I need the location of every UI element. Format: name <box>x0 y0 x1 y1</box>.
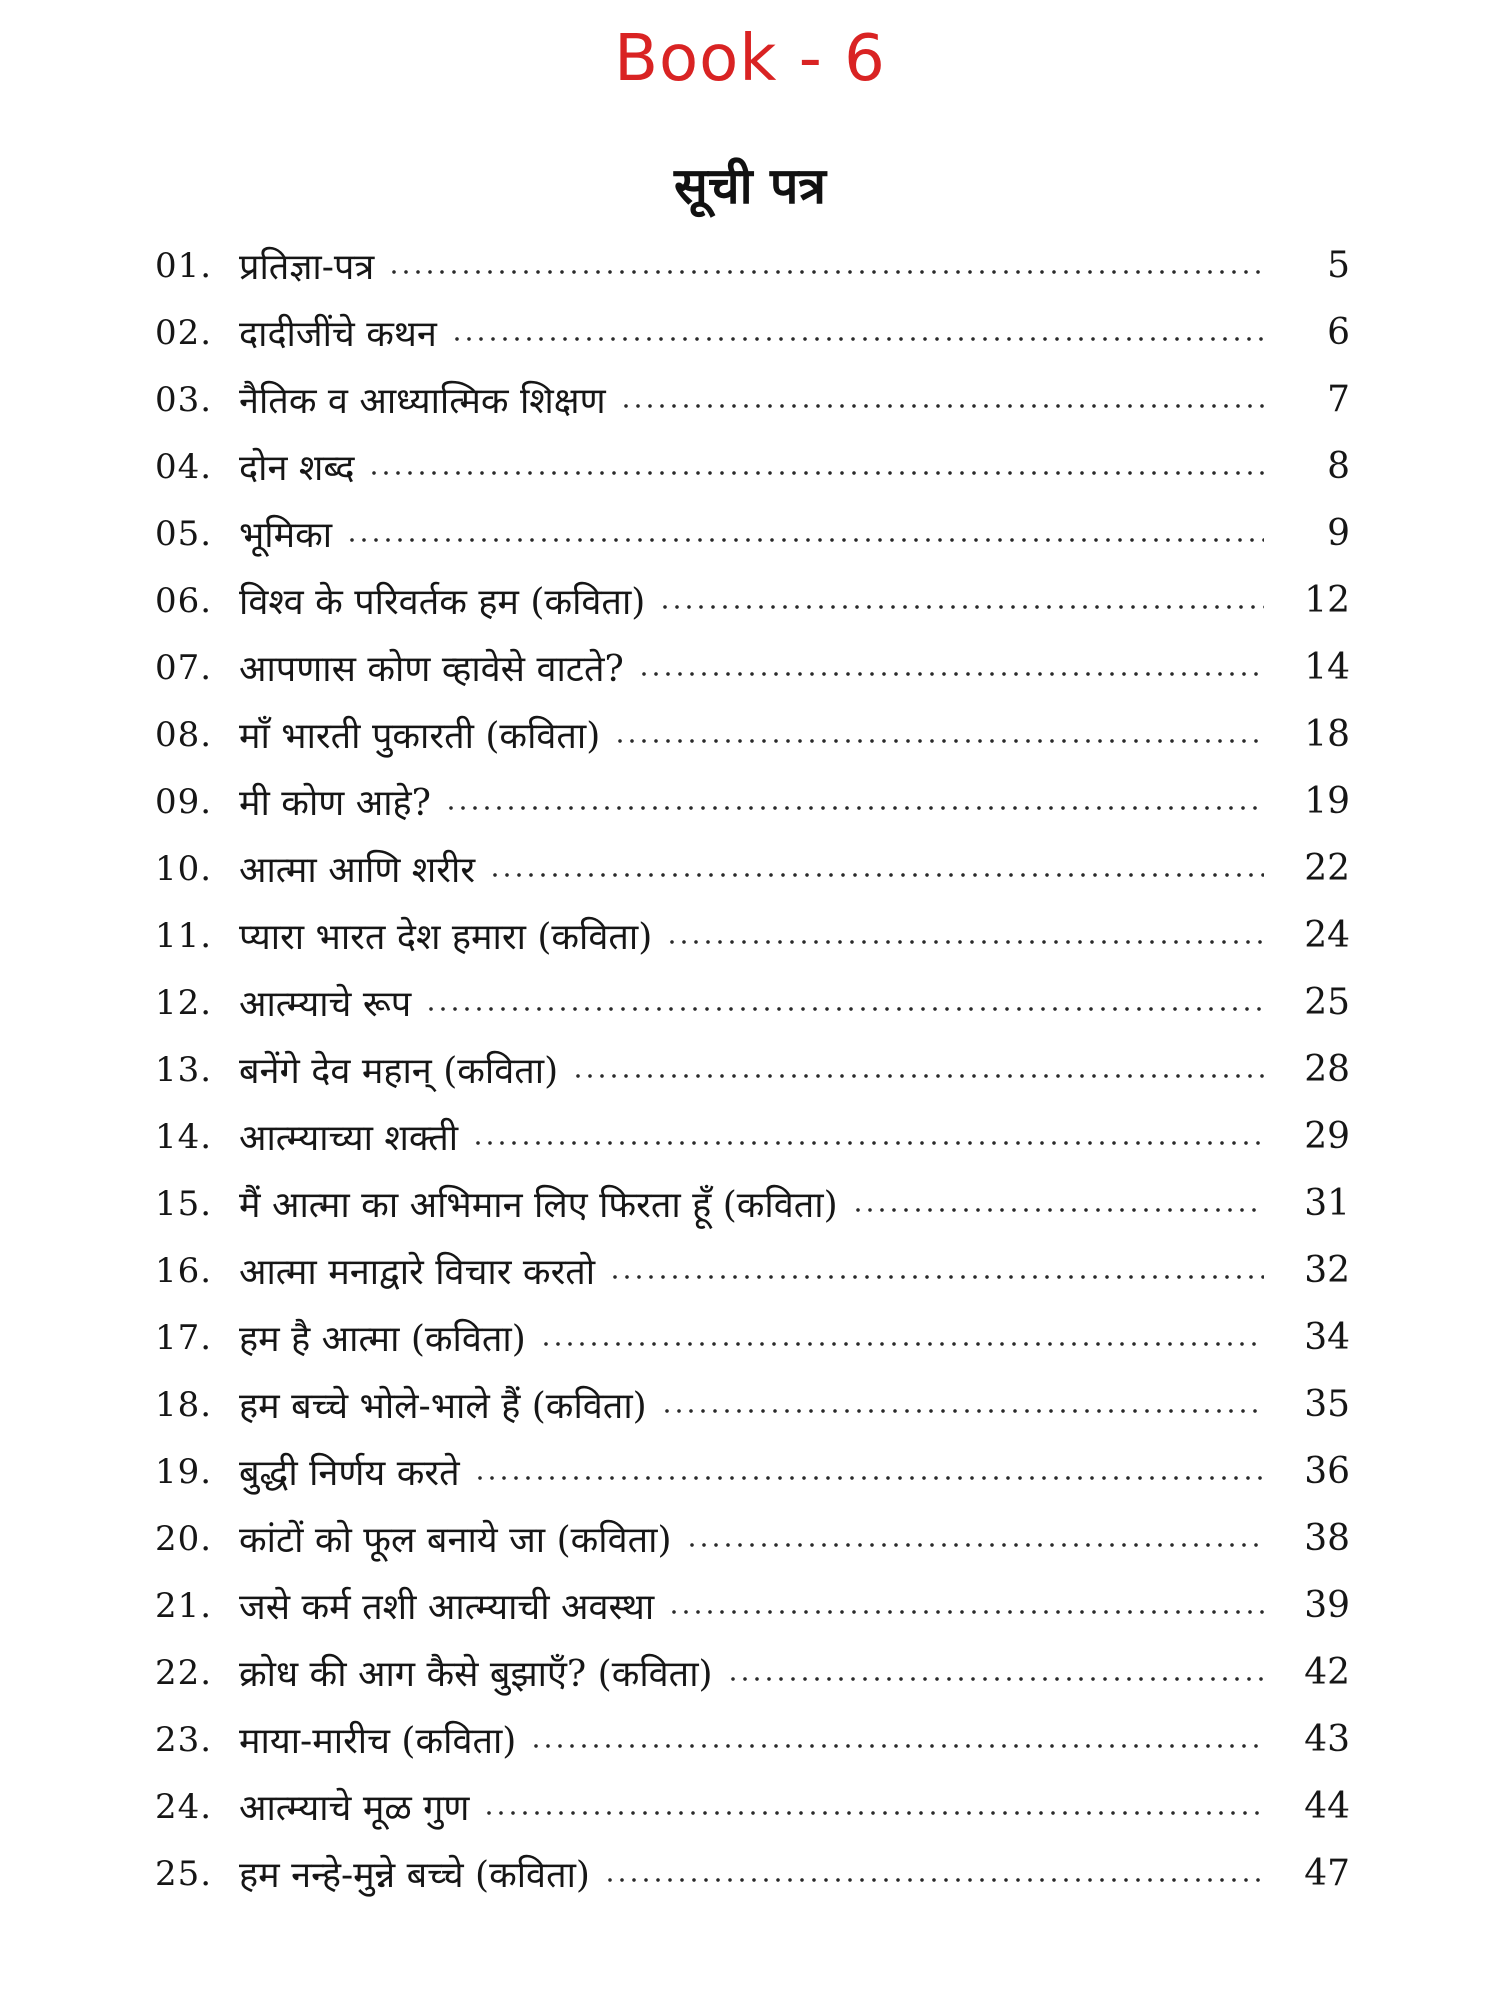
toc-title: बनेंगे देव महान् (कविता) <box>239 1051 559 1092</box>
toc-page-number: 32 <box>1304 1250 1350 1291</box>
toc-page-number: 29 <box>1304 1116 1350 1157</box>
dot-leader <box>614 736 1264 746</box>
toc-number: 01. <box>155 245 213 286</box>
toc-row <box>155 299 1350 366</box>
toc-title: जसे कर्म तशी आत्म्याची अवस्था <box>239 1587 655 1628</box>
toc-row <box>155 1572 1350 1639</box>
toc-title: माया-मारीच (कविता) <box>239 1721 517 1762</box>
toc-page-number: 44 <box>1304 1786 1350 1827</box>
toc-page-number: 14 <box>1304 647 1350 688</box>
toc-title: हम नन्हे-मुन्ने बच्चे (कविता) <box>239 1855 590 1896</box>
toc-number: 10. <box>155 848 213 889</box>
dot-leader <box>852 1205 1264 1215</box>
dot-leader <box>727 1674 1264 1684</box>
toc-page-number: 25 <box>1304 982 1350 1023</box>
toc-row <box>155 768 1350 835</box>
toc-page-number: 6 <box>1327 312 1350 353</box>
toc-title: विश्व के परिवर्तक हम (कविता) <box>239 582 646 623</box>
toc-page-number: 18 <box>1304 714 1350 755</box>
page-title: सूची पत्र <box>674 156 826 215</box>
toc-row <box>155 1706 1350 1773</box>
toc-row <box>155 1103 1350 1170</box>
toc-row <box>155 1505 1350 1572</box>
toc-row <box>155 366 1350 433</box>
dot-leader <box>638 669 1264 679</box>
toc-title: दोन शब्द <box>239 448 355 489</box>
toc-title: दादीजींचे कथन <box>239 314 437 355</box>
toc-title: आत्म्याचे मूळ गुण <box>239 1788 470 1829</box>
dot-leader <box>530 1741 1264 1751</box>
toc-page-number: 28 <box>1304 1049 1350 1090</box>
toc-title: मैं आत्मा का अभिमान लिए फिरता हूँ (कविता) <box>239 1185 838 1226</box>
toc-row <box>155 232 1350 299</box>
toc-row <box>155 634 1350 701</box>
toc-number: 08. <box>155 714 213 755</box>
dot-leader <box>489 870 1264 880</box>
dot-leader <box>659 602 1264 612</box>
dot-leader <box>620 401 1264 411</box>
dot-leader <box>474 1473 1264 1483</box>
toc-title: कांटों को फूल बनाये जा (कविता) <box>239 1520 672 1561</box>
toc-row <box>155 433 1350 500</box>
dot-leader <box>472 1138 1264 1148</box>
toc-number: 11. <box>155 915 213 956</box>
toc-page-number: 7 <box>1327 379 1350 420</box>
toc-page-number: 8 <box>1327 446 1350 487</box>
toc-page-number: 35 <box>1304 1384 1350 1425</box>
toc-row <box>155 835 1350 902</box>
toc-title: आत्म्याच्या शक्ती <box>239 1118 459 1159</box>
toc-row <box>155 567 1350 634</box>
toc-row <box>155 1036 1350 1103</box>
toc-title: हम है आत्मा (कविता) <box>239 1319 526 1360</box>
toc-title: क्रोध की आग कैसे बुझाएँ? (कविता) <box>239 1654 713 1695</box>
toc-title: नैतिक व आध्यात्मिक शिक्षण <box>239 381 606 422</box>
toc-title: प्रतिज्ञा-पत्र <box>239 247 375 288</box>
toc-number: 04. <box>155 446 213 487</box>
toc-row <box>155 1840 1350 1907</box>
toc-title: आत्म्याचे रूप <box>239 984 412 1025</box>
toc-row <box>155 701 1350 768</box>
toc-number: 07. <box>155 647 213 688</box>
dot-leader <box>425 1004 1264 1014</box>
toc-number: 02. <box>155 312 213 353</box>
toc-row <box>155 500 1350 567</box>
toc-number: 21. <box>155 1585 213 1626</box>
toc-row <box>155 1773 1350 1840</box>
toc-page-number: 39 <box>1304 1585 1350 1626</box>
toc-page-number: 24 <box>1304 915 1350 956</box>
dot-leader <box>666 937 1264 947</box>
toc-page-number: 47 <box>1304 1853 1350 1894</box>
toc-row <box>155 1639 1350 1706</box>
toc-page-number: 19 <box>1304 781 1350 822</box>
dot-leader <box>346 535 1264 545</box>
book-label: Book - 6 <box>614 22 886 96</box>
dot-leader <box>686 1540 1265 1550</box>
toc-number: 25. <box>155 1853 213 1894</box>
toc-row <box>155 1237 1350 1304</box>
toc-title: बुद्धी निर्णय करते <box>239 1453 460 1494</box>
toc-page-number: 34 <box>1304 1317 1350 1358</box>
toc-title: हम बच्चे भोले-भाले हैं (कविता) <box>239 1386 647 1427</box>
dot-leader <box>661 1406 1264 1416</box>
toc-title: आपणास कोण व्हावेसे वाटते? <box>239 649 624 690</box>
table-of-contents <box>155 232 1350 1907</box>
toc-page-number: 43 <box>1304 1719 1350 1760</box>
toc-number: 17. <box>155 1317 213 1358</box>
toc-page-number: 9 <box>1327 513 1350 554</box>
toc-number: 06. <box>155 580 213 621</box>
toc-page-number: 42 <box>1304 1652 1350 1693</box>
toc-row <box>155 902 1350 969</box>
toc-title: मी कोण आहे? <box>239 783 431 824</box>
toc-number: 18. <box>155 1384 213 1425</box>
dot-leader <box>445 803 1264 813</box>
toc-page-number: 5 <box>1327 245 1350 286</box>
toc-row <box>155 1438 1350 1505</box>
toc-title: प्यारा भारत देश हमारा (कविता) <box>239 917 653 958</box>
dot-leader <box>668 1607 1264 1617</box>
toc-row <box>155 1304 1350 1371</box>
toc-number: 03. <box>155 379 213 420</box>
toc-number: 16. <box>155 1250 213 1291</box>
toc-number: 24. <box>155 1786 213 1827</box>
toc-page-number: 38 <box>1304 1518 1350 1559</box>
dot-leader <box>609 1272 1264 1282</box>
toc-number: 15. <box>155 1183 213 1224</box>
toc-number: 22. <box>155 1652 213 1693</box>
dot-leader <box>368 468 1264 478</box>
toc-page-number: 36 <box>1304 1451 1350 1492</box>
toc-number: 19. <box>155 1451 213 1492</box>
toc-title: भूमिका <box>239 515 333 556</box>
dot-leader <box>572 1071 1264 1081</box>
toc-number: 05. <box>155 513 213 554</box>
toc-page-number: 31 <box>1304 1183 1350 1224</box>
toc-row <box>155 1170 1350 1237</box>
toc-number: 12. <box>155 982 213 1023</box>
toc-number: 23. <box>155 1719 213 1760</box>
toc-number: 14. <box>155 1116 213 1157</box>
dot-leader <box>540 1339 1264 1349</box>
dot-leader <box>388 267 1264 277</box>
toc-title: आत्मा मनाद्वारे विचार करतो <box>239 1252 596 1293</box>
dot-leader <box>604 1875 1264 1885</box>
toc-row <box>155 1371 1350 1438</box>
dot-leader <box>483 1808 1264 1818</box>
toc-title: माँ भारती पुकारती (कविता) <box>239 716 601 757</box>
toc-number: 13. <box>155 1049 213 1090</box>
dot-leader <box>451 334 1264 344</box>
toc-title: आत्मा आणि शरीर <box>239 850 476 891</box>
toc-page-number: 12 <box>1304 580 1350 621</box>
toc-row <box>155 969 1350 1036</box>
toc-number: 20. <box>155 1518 213 1559</box>
toc-page-number: 22 <box>1304 848 1350 889</box>
toc-number: 09. <box>155 781 213 822</box>
